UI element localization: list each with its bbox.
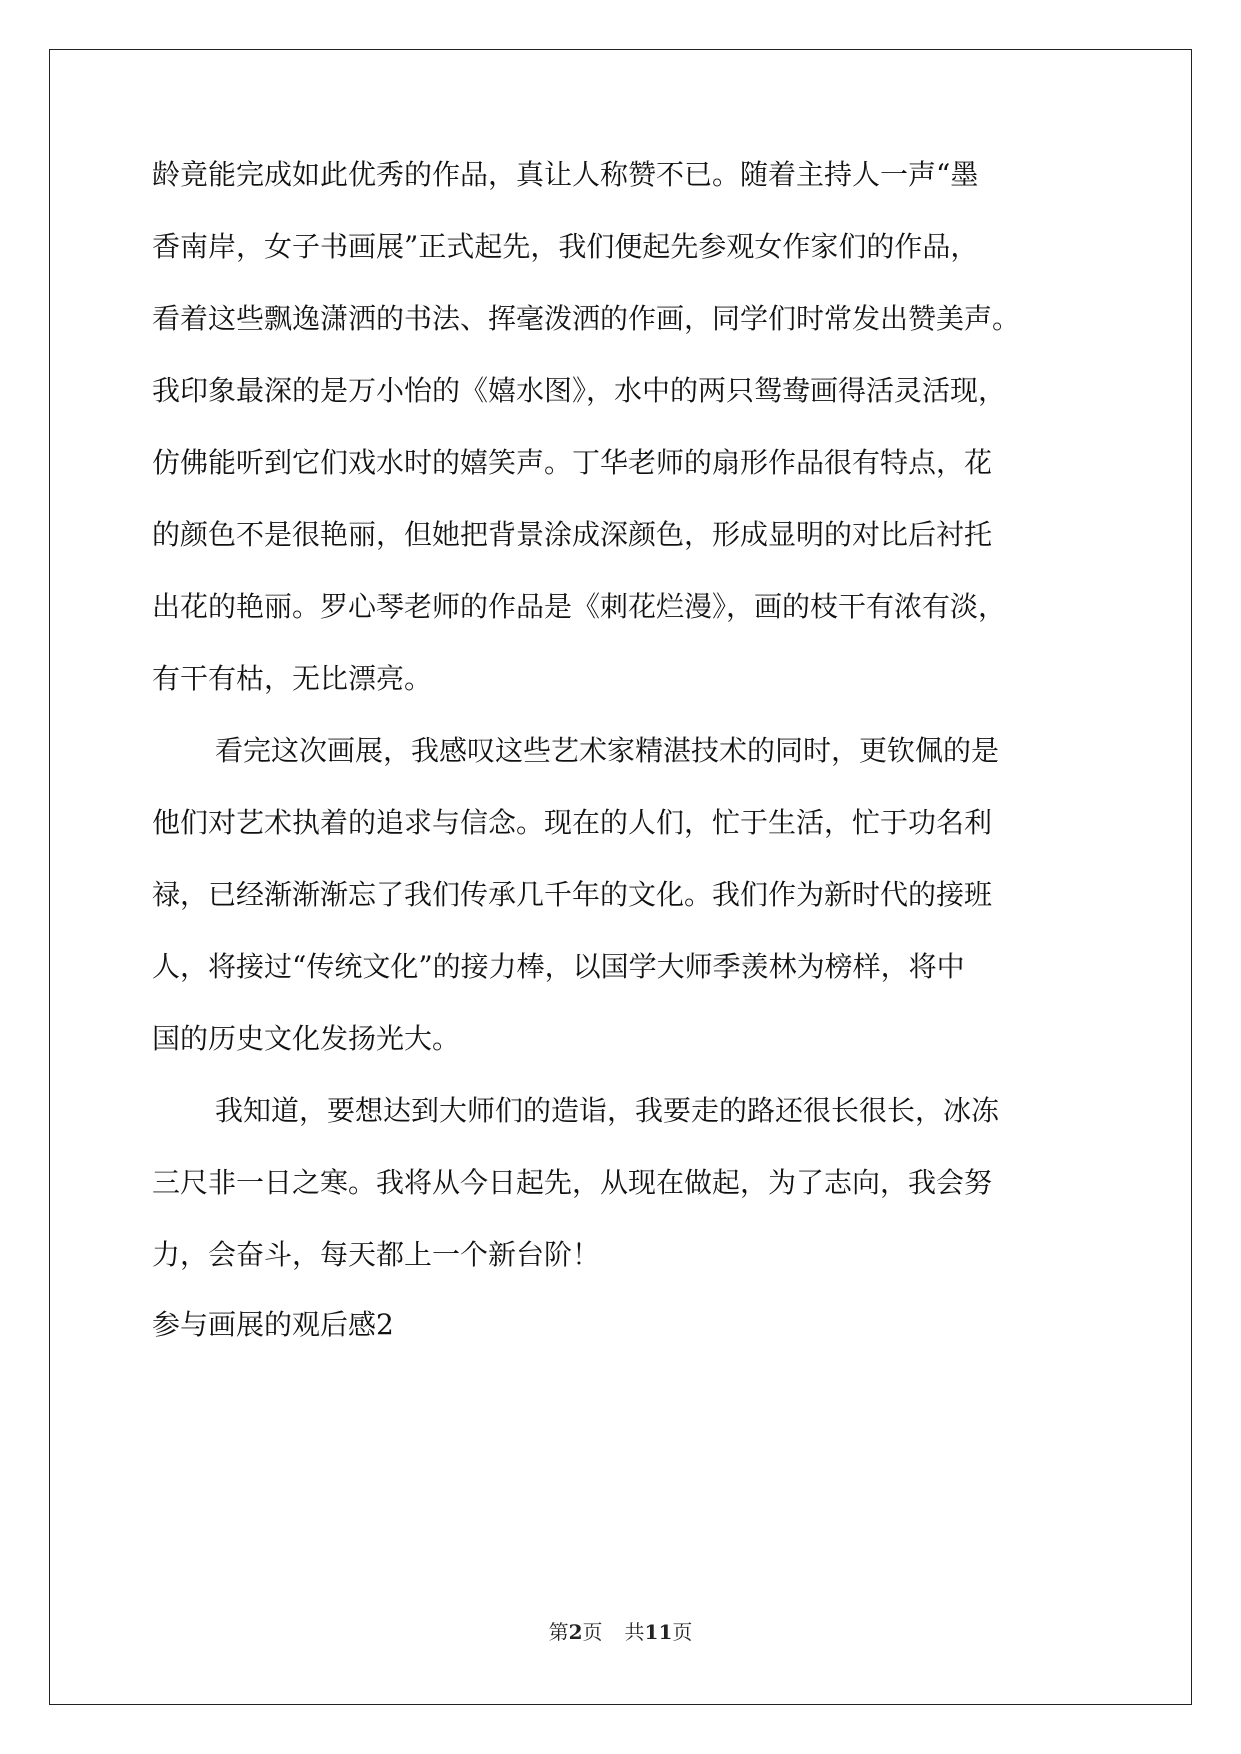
text-line: 仿佛能听到它们戏水时的嬉笑声。丁华老师的扇形作品很有特点，花 — [152, 446, 993, 479]
paragraph-first-line: 看完这次画展，我感叹这些艺术家精湛技术的同时，更钦佩的是 — [215, 734, 1000, 767]
text-line: 的颜色不是很艳丽，但她把背景涂成深颜色，形成显明的对比后衬托 — [152, 518, 993, 551]
text-line: 他们对艺术执着的追求与信念。现在的人们，忙于生活，忙于功名利 — [152, 806, 993, 839]
text-line: 龄竟能完成如此优秀的作品，真让人称赞不已。随着主持人一声“墨 — [152, 158, 979, 191]
text-line: 国的历史文化发扬光大。 — [152, 1022, 461, 1055]
text-line: 出花的艳丽。罗心琴老师的作品是《刺花烂漫》，画的枝干有浓有淡， — [152, 590, 1007, 623]
text-line: 三尺非一日之寒。我将从今日起先，从现在做起，为了志向，我会努 — [152, 1166, 993, 1199]
page-number: 2 — [568, 1620, 583, 1644]
total-prefix: 共 — [624, 1620, 645, 1644]
page-prefix: 第 — [548, 1620, 569, 1644]
page-footer — [0, 1618, 1241, 1646]
text-line: 力，会奋斗，每天都上一个新台阶！ — [152, 1238, 601, 1271]
paragraph-first-line: 我知道，要想达到大师们的造诣，我要走的路还很长很长，冰冻 — [215, 1094, 1000, 1127]
total-suffix: 页 — [672, 1620, 693, 1644]
section-heading: 参与画展的观后感2 — [152, 1308, 394, 1341]
page-suffix: 页 — [582, 1620, 603, 1644]
total-pages: 11 — [644, 1620, 673, 1644]
text-line: 禄，已经渐渐渐忘了我们传承几千年的文化。我们作为新时代的接班 — [152, 878, 993, 911]
text-line: 香南岸，女子书画展”正式起先，我们便起先参观女作家们的作品， — [152, 230, 979, 263]
text-line: 有干有枯，无比漂亮。 — [152, 662, 433, 695]
text-line: 我印象最深的是万小怡的《嬉水图》，水中的两只鸳鸯画得活灵活现， — [152, 374, 1007, 407]
text-line: 看着这些飘逸潇洒的书法、挥毫泼洒的作画，同学们时常发出赞美声。 — [152, 302, 1021, 335]
text-line: 人，将接过“传统文化”的接力棒，以国学大师季羡林为榜样，将中 — [152, 950, 965, 983]
